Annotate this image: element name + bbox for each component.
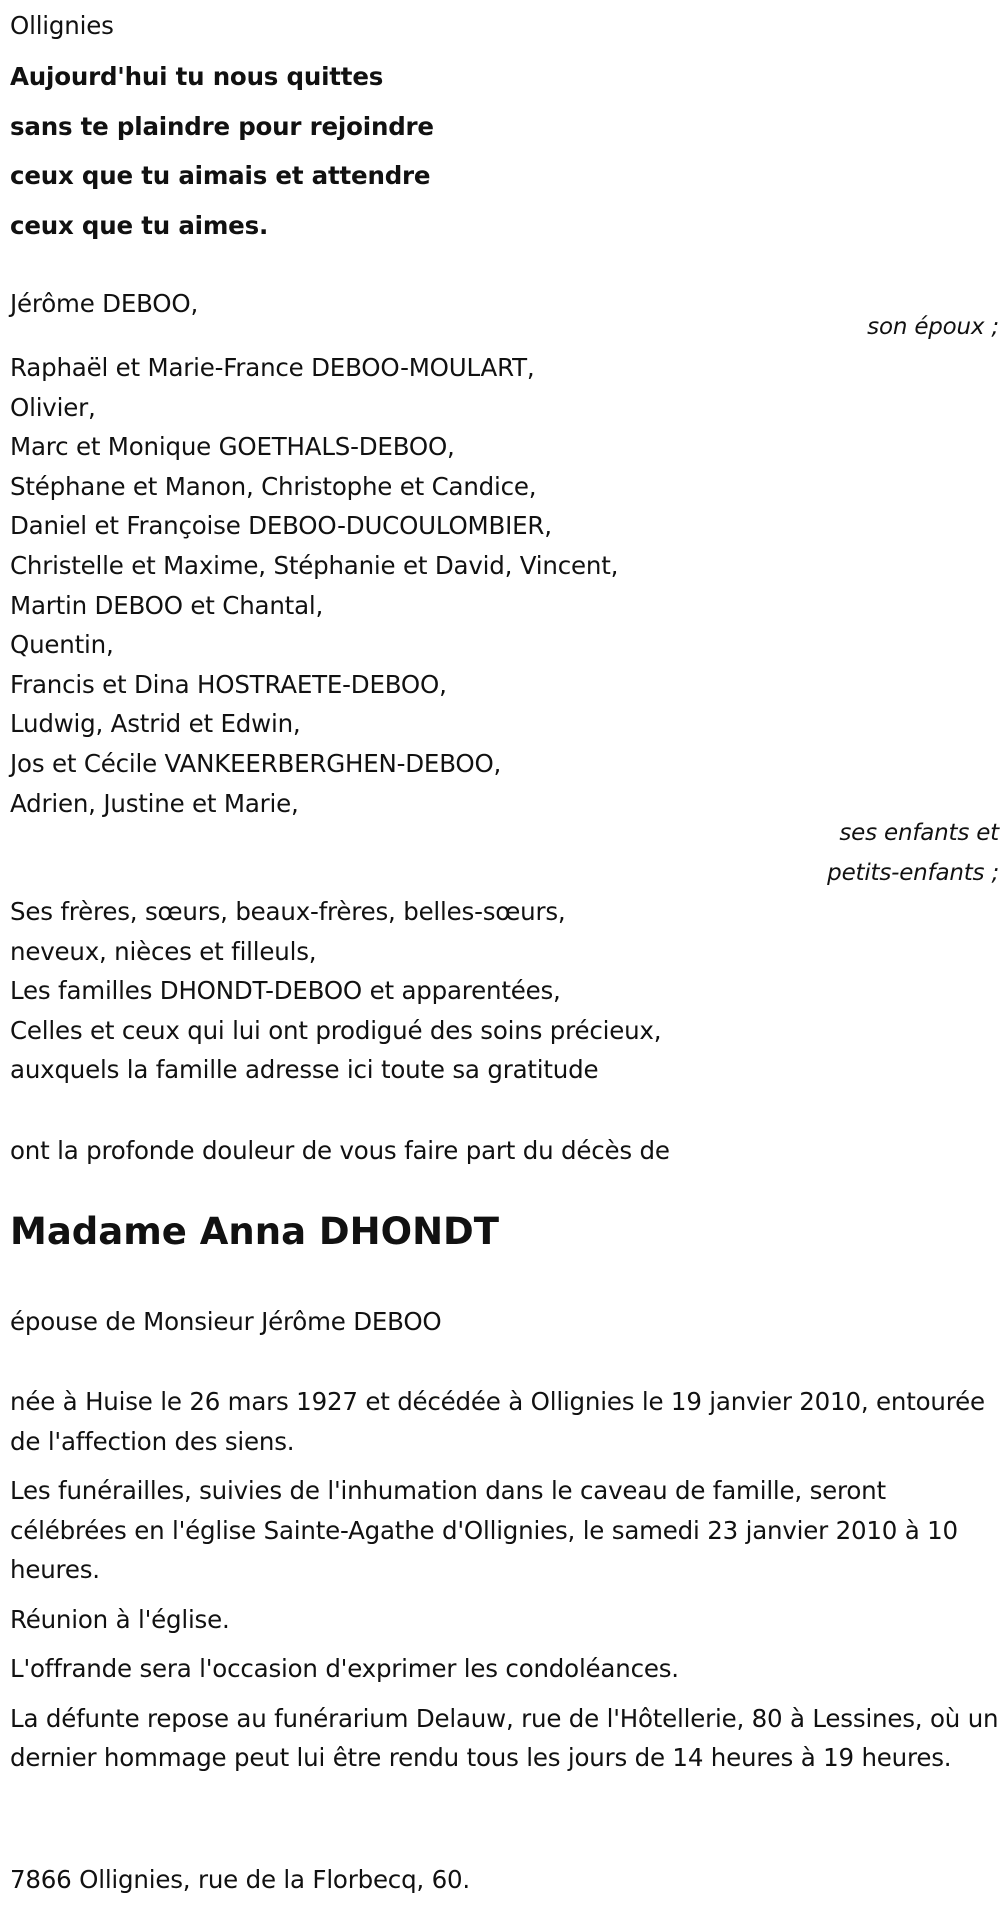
spouse-name: Jérôme DEBOO, — [10, 289, 199, 318]
family-line: Quentin, — [10, 630, 114, 660]
place-name: Ollignies — [10, 11, 114, 40]
relatives-line: neveux, nièces et filleuls, — [10, 936, 317, 966]
relatives-line: Les familles DHONDT-DEBOO et apparentées, — [10, 976, 561, 1006]
deceased-name: Madame Anna DHONDT — [10, 1210, 499, 1253]
children-role-line: ses enfants et — [839, 820, 999, 846]
announcement: ont la profonde douleur de vous faire part du décès de — [10, 1136, 670, 1165]
family-line: Olivier, — [10, 392, 96, 422]
children-role-line: petits-enfants ; — [827, 859, 999, 886]
deceased-spouse-of: épouse de Monsieur Jérôme DEBOO — [10, 1307, 442, 1336]
family-line: Daniel et Françoise DEBOO-DUCOULOMBIER, — [10, 511, 552, 541]
family-line: Francis et Dina HOSTRAETE-DEBOO, — [10, 669, 447, 699]
detail-paragraph: Les funérailles, suivies de l'inhumation dans le caveau de famille, seront célébrées en l'église Sainte-Agathe d'Ollignies, le samedi 23 janvier 2010 à 10 heures. — [10, 1476, 958, 1584]
spouse-role: son époux ; — [867, 314, 999, 340]
poem-line: sans te plaindre pour rejoindre — [10, 111, 434, 141]
detail-paragraph: Réunion à l'église. — [10, 1604, 230, 1634]
family-line: Ludwig, Astrid et Edwin, — [10, 709, 301, 739]
family-line: Raphaël et Marie-France DEBOO-MOULART, — [10, 353, 535, 382]
poem — [10, 52, 434, 250]
family-line: Marc et Monique GOETHALS-DEBOO, — [10, 432, 455, 462]
children-role — [699, 814, 999, 893]
detail-paragraph: La défunte repose au funérarium Delauw, rue de l'Hôtellerie, 80 à Lessines, où un dernier hommage peut lui être rendu tous les jours de 14 heures à 19 heures. — [10, 1703, 999, 1772]
poem-line: Aujourd'hui tu nous quittes — [10, 62, 384, 91]
family-address: 7866 Ollignies, rue de la Florbecq, 60. — [10, 1865, 470, 1894]
family-line: Jos et Cécile VANKEERBERGHEN-DEBOO, — [10, 748, 502, 778]
poem-line: ceux que tu aimais et attendre — [10, 161, 431, 190]
family-line: Stéphane et Manon, Christophe et Candice, — [10, 471, 537, 501]
children-list — [10, 348, 618, 823]
relatives-line: Celles et ceux qui lui ont prodigué des soins précieux, — [10, 1015, 662, 1045]
relatives-line: Ses frères, sœurs, beaux-frères, belles-sœurs, — [10, 897, 566, 926]
detail-paragraph: L'offrande sera l'occasion d'exprimer les condoléances. — [10, 1654, 679, 1683]
family-line: Martin DEBOO et Chantal, — [10, 590, 324, 620]
funeral-details — [10, 1382, 1000, 1788]
poem-line: ceux que tu aimes. — [10, 210, 269, 240]
other-relatives — [10, 892, 661, 1090]
relatives-line: auxquels la famille adresse ici toute sa gratitude — [10, 1055, 599, 1085]
detail-paragraph: née à Huise le 26 mars 1927 et décédée à Ollignies le 19 janvier 2010, entourée de l'affection des siens. — [10, 1387, 985, 1456]
family-line: Christelle et Maxime, Stéphanie et David, Vincent, — [10, 550, 619, 580]
family-line: Adrien, Justine et Marie, — [10, 788, 299, 818]
